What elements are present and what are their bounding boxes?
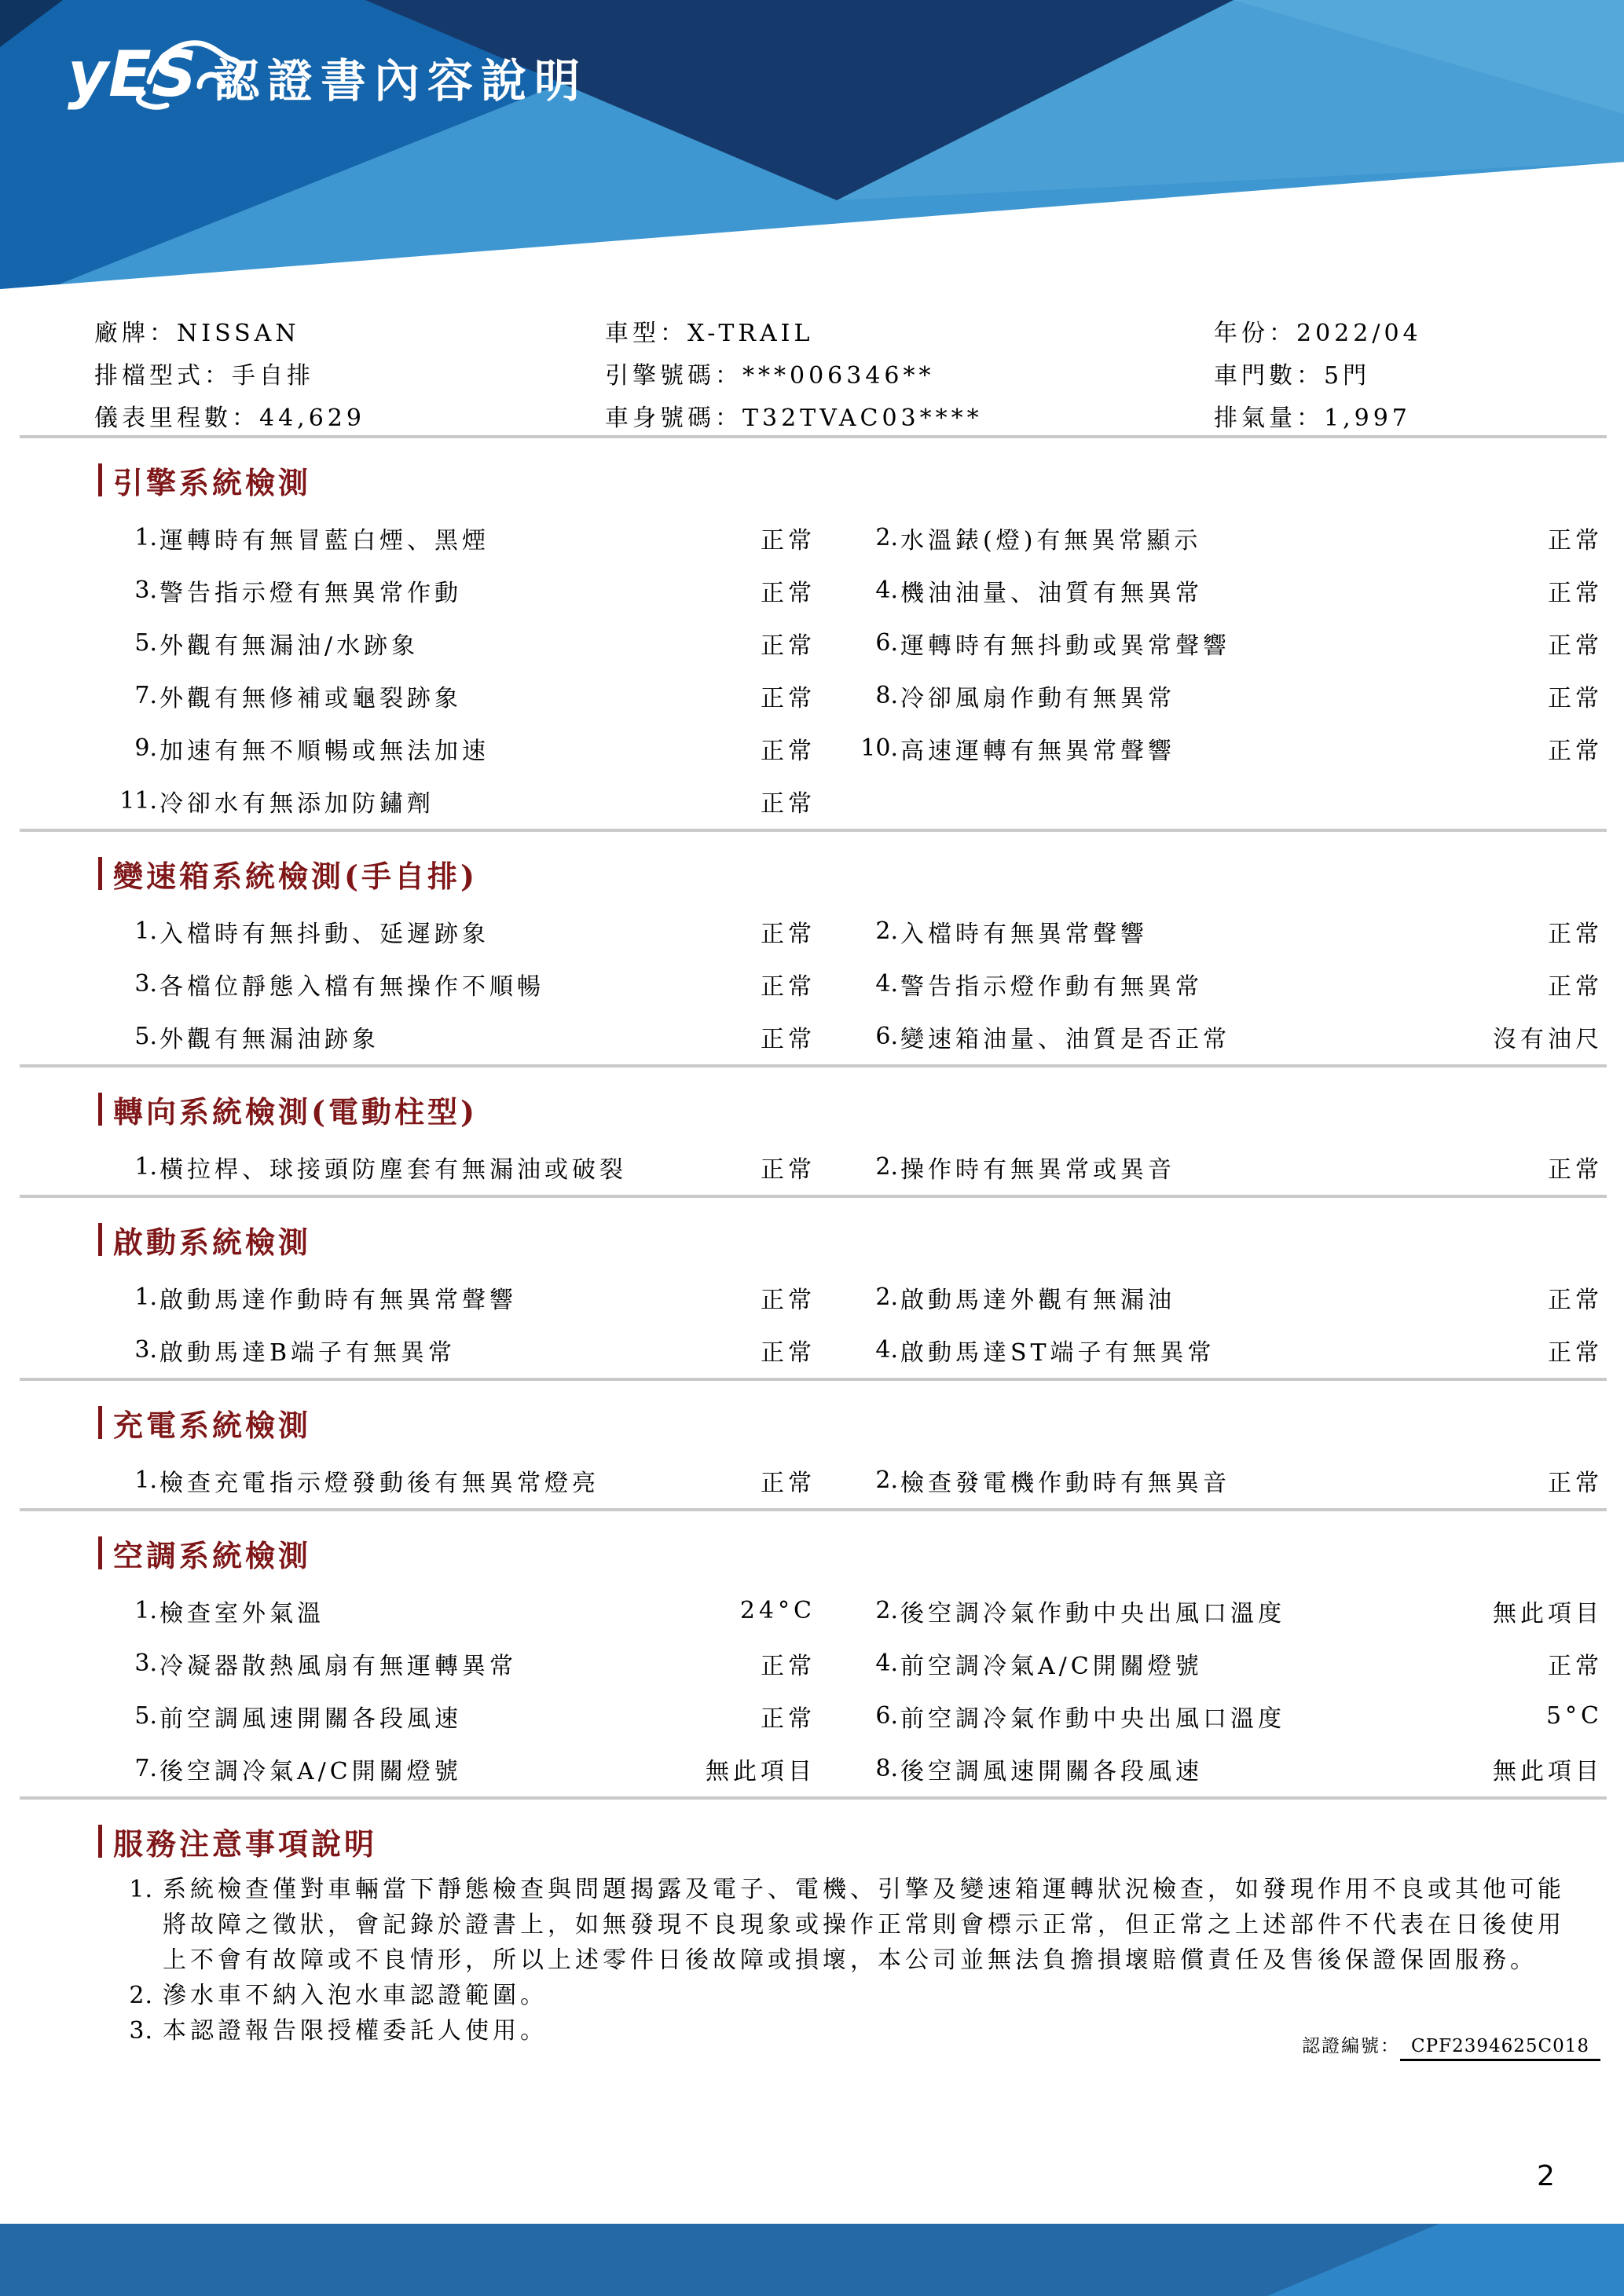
item-number: 11.: [119, 787, 157, 815]
item-number: 5.: [134, 1702, 157, 1730]
item-text: 啟動馬達作動時有無異常聲響: [159, 1286, 517, 1314]
service-note: [94, 1872, 1624, 1978]
item-text: 前空調風速開關各段風速: [159, 1705, 462, 1733]
item-number: 2.: [875, 1597, 898, 1624]
item-result: 正常: [761, 972, 816, 1001]
item-result: 正常: [1548, 737, 1603, 765]
vehicle-info-item: 排氣量：1,997: [1214, 405, 1411, 432]
item-text: 檢查室外氣溫: [159, 1599, 324, 1628]
section-items: [118, 905, 1624, 1063]
item-text: 警告指示燈作動有無異常: [900, 972, 1203, 1001]
item-text: 警告指示燈有無異常作動: [159, 579, 462, 607]
inspection-item: [859, 722, 1603, 774]
item-text: 冷卻水有無添加防鏽劑: [159, 789, 434, 818]
item-text: 啟動馬達B端子有無異常: [159, 1338, 456, 1367]
item-result: 24°C: [739, 1597, 816, 1624]
item-number: 2.: [875, 524, 898, 551]
item-number: 3.: [134, 1650, 157, 1677]
inspection-item: [118, 1454, 816, 1507]
section-items: [118, 1271, 1624, 1376]
vehicle-info-item: 車門數：5門: [1214, 362, 1371, 390]
item-number: 4.: [875, 577, 898, 604]
inspection-item: [859, 617, 1603, 669]
item-number: 10.: [860, 734, 898, 762]
section-heading: [98, 462, 1624, 498]
cert-number: CPF2394625C018: [1400, 2036, 1600, 2061]
item-result: 正常: [1548, 920, 1603, 948]
section-accent-bar: [98, 857, 102, 890]
item-result: 正常: [761, 1469, 816, 1497]
item-result: 正常: [761, 1155, 816, 1184]
vehicle-info-item: 車型：X-TRAIL: [605, 320, 814, 347]
section-accent-bar: [98, 1223, 102, 1256]
item-number: 2.: [875, 1467, 898, 1494]
section-divider: [20, 829, 1607, 832]
item-number: 5.: [134, 1023, 157, 1050]
item-result: 正常: [761, 1705, 816, 1733]
item-result: 正常: [1548, 579, 1603, 607]
item-number: 7.: [134, 1755, 157, 1782]
item-result: 沒有油尺: [1493, 1025, 1603, 1053]
item-number: 3.: [134, 970, 157, 998]
item-result: 正常: [761, 789, 816, 818]
item-text: 各檔位靜態入檔有無操作不順暢: [159, 972, 544, 1001]
logo-text: yES: [68, 38, 197, 111]
item-text: 後空調風速開關各段風速: [900, 1757, 1203, 1785]
inspection-item: [859, 1271, 1603, 1324]
item-number: 2.: [875, 917, 898, 945]
vehicle-info-item: 廠牌：NISSAN: [94, 320, 300, 347]
section-accent-bar: [98, 1093, 102, 1126]
section-divider: [20, 1064, 1607, 1067]
note-text: 滲水車不納入泡水車認證範圍。: [163, 1982, 548, 2009]
note-text: 本認證報告限授權委託人使用。: [163, 2017, 548, 2045]
item-result: 無此項目: [1493, 1599, 1603, 1628]
item-result: 正常: [1548, 632, 1603, 660]
section-title: 引擎系統檢測: [113, 464, 312, 500]
inspection-item: [118, 1742, 816, 1795]
notes-list: [94, 1872, 1624, 2049]
inspection-item: [118, 564, 816, 617]
section-items: [118, 1584, 1624, 1795]
section-heading: [98, 1404, 1624, 1441]
item-text: 加速有無不順暢或無法加速: [159, 737, 489, 765]
section-title: 空調系統檢測: [113, 1537, 312, 1573]
item-text: 前空調冷氣作動中央出風口溫度: [900, 1705, 1285, 1733]
service-note: [94, 1978, 1624, 2013]
item-text: 前空調冷氣A/C開關燈號: [900, 1652, 1203, 1680]
item-text: 冷凝器散熱風扇有無運轉異常: [159, 1652, 517, 1680]
section-accent-bar: [98, 1406, 102, 1439]
item-text: 變速箱油量、油質是否正常: [900, 1025, 1230, 1053]
item-text: 外觀有無漏油跡象: [159, 1025, 379, 1053]
section-items: [118, 1141, 1624, 1193]
item-number: 1.: [134, 1153, 157, 1181]
section-title: 轉向系統檢測(電動柱型): [113, 1093, 478, 1130]
section-title: 服務注意事項說明: [113, 1825, 378, 1862]
item-number: 3.: [134, 1336, 157, 1364]
item-number: 9.: [134, 734, 157, 762]
item-number: 6.: [875, 629, 898, 657]
item-number: 8.: [875, 682, 898, 709]
item-result: 正常: [1548, 1469, 1603, 1497]
item-text: 檢查發電機作動時有無異音: [900, 1469, 1230, 1497]
vehicle-info-item: 引擎號碼：***006346**: [605, 362, 935, 390]
vehicle-info-item: 車身號碼：T32TVAC03****: [605, 405, 983, 432]
vehicle-info-item: 年份：2022/04: [1214, 320, 1422, 347]
item-number: 1.: [134, 1597, 157, 1624]
item-result: 正常: [761, 579, 816, 607]
inspection-item: [118, 1584, 816, 1637]
item-number: 1.: [134, 917, 157, 945]
section-items: [118, 1454, 1624, 1507]
cert-number-line: [1302, 2031, 1600, 2057]
item-text: 入檔時有無抖動、延遲跡象: [159, 920, 489, 948]
inspection-item: [859, 958, 1603, 1010]
section-accent-bar: [98, 463, 102, 496]
item-number: 4.: [875, 1336, 898, 1364]
inspection-item: [118, 722, 816, 774]
item-text: 橫拉桿、球接頭防塵套有無漏油或破裂: [159, 1155, 627, 1184]
sections: [0, 462, 1624, 1800]
inspection-item: [118, 1637, 816, 1690]
inspection-item: [859, 564, 1603, 617]
section-heading: [98, 1221, 1624, 1258]
item-result: 正常: [1548, 972, 1603, 1001]
section-title: 充電系統檢測: [113, 1407, 312, 1443]
item-result: 正常: [761, 684, 816, 712]
note-number: 2.: [129, 1982, 153, 2009]
section-title: 變速箱系統檢測(手自排): [113, 858, 478, 894]
cert-label: 認證編號：: [1302, 2036, 1401, 2056]
inspection-item: [118, 905, 816, 958]
item-text: 冷卻風扇作動有無異常: [900, 684, 1175, 712]
section-accent-bar: [98, 1825, 102, 1858]
item-text: 後空調冷氣A/C開關燈號: [159, 1757, 462, 1785]
section-divider: [20, 1195, 1607, 1198]
item-result: 無此項目: [706, 1757, 816, 1785]
inspection-item: [859, 1141, 1603, 1193]
section-divider: [20, 1508, 1607, 1511]
item-text: 機油油量、油質有無異常: [900, 579, 1203, 607]
inspection-item: [118, 774, 816, 827]
page-number: 2: [1537, 2160, 1555, 2192]
report-body: [0, 313, 1624, 2049]
item-result: 正常: [1548, 1155, 1603, 1184]
note-number: 3.: [129, 2017, 153, 2045]
item-result: 正常: [1548, 684, 1603, 712]
item-text: 外觀有無修補或龜裂跡象: [159, 684, 462, 712]
item-text: 啟動馬達ST端子有無異常: [900, 1338, 1215, 1367]
inspection-item: [859, 511, 1603, 564]
inspection-item: [859, 1324, 1603, 1376]
item-text: 後空調冷氣作動中央出風口溫度: [900, 1599, 1285, 1628]
section-heading: [98, 1535, 1624, 1571]
item-number: 6.: [875, 1702, 898, 1730]
inspection-item: [118, 511, 816, 564]
section-divider: [20, 1796, 1607, 1800]
item-result: 正常: [761, 1338, 816, 1367]
footer-banner: [0, 2224, 1624, 2296]
item-result: 正常: [761, 1025, 816, 1053]
section-divider: [20, 435, 1607, 438]
vehicle-info-grid: [0, 313, 1624, 434]
inspection-item: [118, 669, 816, 722]
item-result: 無此項目: [1493, 1757, 1603, 1785]
item-text: 檢查充電指示燈發動後有無異常燈亮: [159, 1469, 599, 1497]
item-number: 7.: [134, 682, 157, 709]
inspection-item: [118, 617, 816, 669]
inspection-item: [118, 1324, 816, 1376]
item-text: 高速運轉有無異常聲響: [900, 737, 1175, 765]
item-text: 運轉時有無抖動或異常聲響: [900, 632, 1230, 660]
section-title: 啟動系統檢測: [113, 1224, 312, 1260]
section-items: [118, 511, 1624, 827]
inspection-item: [118, 1141, 816, 1193]
page-title: 認證書內容說明: [214, 54, 588, 108]
item-text: 外觀有無漏油/水跡象: [159, 632, 420, 660]
inspection-item: [118, 958, 816, 1010]
item-text: 入檔時有無異常聲響: [900, 920, 1148, 948]
vehicle-info-item: 排檔型式：手自排: [94, 362, 314, 390]
footer-shape-dark: [0, 2224, 1439, 2296]
item-number: 4.: [875, 970, 898, 998]
item-text: 水溫錶(燈)有無異常顯示: [900, 526, 1202, 555]
item-text: 運轉時有無冒藍白煙、黑煙: [159, 526, 489, 555]
item-result: 正常: [761, 1652, 816, 1680]
inspection-item: [118, 1010, 816, 1063]
item-result: 正常: [1548, 1286, 1603, 1314]
item-result: 正常: [761, 920, 816, 948]
inspection-item: [118, 1271, 816, 1324]
section-divider: [20, 1378, 1607, 1381]
item-result: 正常: [761, 526, 816, 555]
inspection-item: [859, 1690, 1603, 1742]
item-result: 正常: [761, 1286, 816, 1314]
item-number: 5.: [134, 629, 157, 657]
item-text: 啟動馬達外觀有無漏油: [900, 1286, 1175, 1314]
item-number: 3.: [134, 577, 157, 604]
note-number: 1.: [129, 1876, 153, 1903]
item-result: 正常: [1548, 1338, 1603, 1367]
item-number: 2.: [875, 1153, 898, 1181]
note-text: 系統檢查僅對車輛當下靜態檢查與問題揭露及電子、電機、引擎及變速箱運轉狀況檢查，如發現作用不良或其他可能將故障之徵狀，會記錄於證書上，如無發現不良現象或操作正常則會標示正常，但正常之上述部件不代表在日後使用上不會有故障或不良情形，所以上述零件日後故障或損壞，本公司並無法負擔損壞賠償責任及售後保證保固服務。: [163, 1876, 1565, 1974]
item-number: 6.: [875, 1023, 898, 1050]
inspection-item: [859, 669, 1603, 722]
section-heading: [98, 1091, 1624, 1130]
item-result: 正常: [1548, 1652, 1603, 1680]
item-result: 5°C: [1545, 1702, 1603, 1730]
section-heading: [98, 1823, 1624, 1862]
item-result: 正常: [761, 632, 816, 660]
inspection-item: [859, 1454, 1603, 1507]
section-accent-bar: [98, 1536, 102, 1569]
item-number: 1.: [134, 524, 157, 551]
item-number: 1.: [134, 1283, 157, 1311]
inspection-item: [859, 1584, 1603, 1637]
item-number: 4.: [875, 1650, 898, 1677]
item-result: 正常: [761, 737, 816, 765]
section-heading: [98, 855, 1624, 892]
inspection-item: [859, 1742, 1603, 1795]
inspection-item: [859, 905, 1603, 958]
item-number: 8.: [875, 1755, 898, 1782]
inspection-item: [859, 1637, 1603, 1690]
item-number: 1.: [134, 1467, 157, 1494]
inspection-item: [118, 1690, 816, 1742]
item-result: 正常: [1548, 526, 1603, 555]
inspection-item: [859, 1010, 1603, 1063]
vehicle-info-item: 儀表里程數：44,629: [94, 405, 365, 432]
item-number: 2.: [875, 1283, 898, 1311]
item-text: 操作時有無異常或異音: [900, 1155, 1175, 1184]
